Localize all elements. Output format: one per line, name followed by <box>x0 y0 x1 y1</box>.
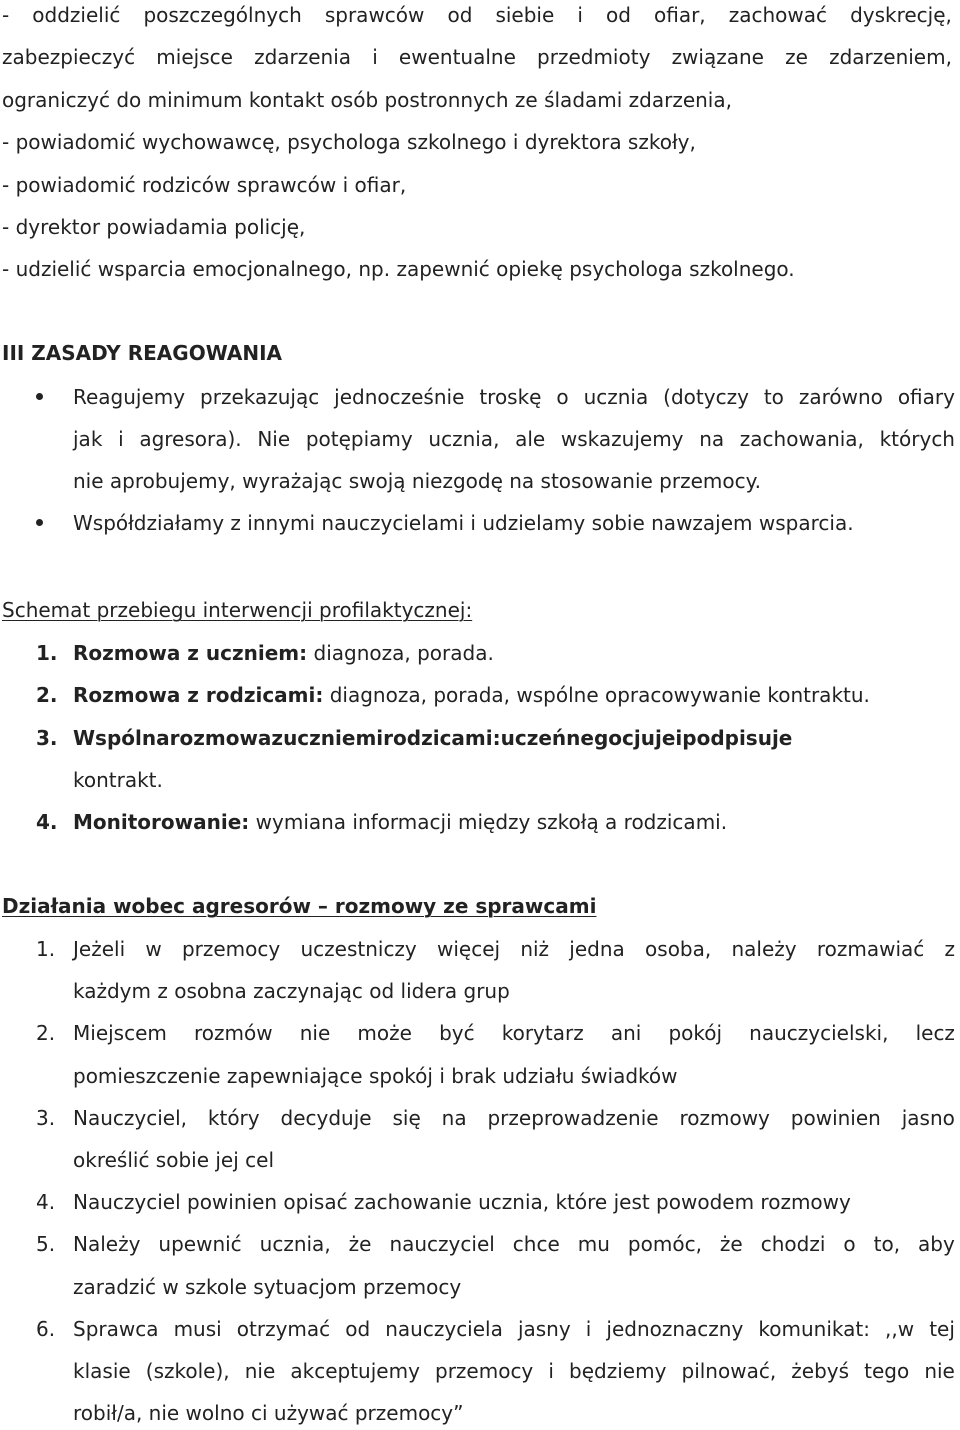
word: klasie <box>73 1359 131 1383</box>
word: lecz <box>915 1021 955 1046</box>
word: agresora). <box>139 427 242 451</box>
intro-line: ograniczyć do minimum kontakt osób postronnych ze śladami zdarzenia, <box>2 88 732 112</box>
dzialania-item-line <box>73 1105 955 1131</box>
word: na <box>441 1105 467 1130</box>
word: na <box>699 427 725 451</box>
word: Reagujemy <box>73 385 186 409</box>
schemat-item-desc: wymiana informacji między szkołą a rodzicami. <box>249 810 728 834</box>
schemat-item <box>73 809 727 835</box>
word: rozmów <box>194 1021 273 1046</box>
word: aby <box>918 1232 955 1257</box>
word: i <box>585 1316 592 1341</box>
word: nauczyciel <box>389 1232 495 1257</box>
word: troskę <box>479 385 542 409</box>
word: przekazując <box>200 385 320 409</box>
word: i <box>675 726 683 750</box>
word: i <box>577 3 583 27</box>
word: jednoznaczny <box>606 1316 744 1341</box>
section-heading: III ZASADY REAGOWANIA <box>2 341 282 365</box>
word: rozmawiać <box>816 937 925 961</box>
dzialania-item-line <box>73 1231 955 1257</box>
word: który <box>207 1105 260 1130</box>
word: więcej <box>437 937 501 961</box>
word: ,,w <box>885 1316 915 1341</box>
word: przemocy <box>435 1359 534 1383</box>
word: jedna <box>569 937 625 961</box>
schemat-item-number: 4. <box>36 810 58 834</box>
word: że <box>348 1232 372 1257</box>
word: przeprowadzenie <box>487 1105 659 1130</box>
word: Wspólna <box>73 726 170 750</box>
dzialania-item-number: 6. <box>36 1316 56 1341</box>
word: zachowania, <box>739 427 864 451</box>
schemat-item <box>73 640 494 666</box>
word: zdarzeniem, <box>829 45 952 69</box>
word: z <box>944 937 955 961</box>
word: (szkole), <box>145 1359 230 1383</box>
word: ale <box>515 427 546 451</box>
word: przedmioty <box>537 45 651 69</box>
word: tej <box>929 1316 955 1341</box>
schemat-item-title: Monitorowanie: <box>73 810 250 834</box>
word: zabezpieczyć <box>2 45 136 69</box>
intro-line <box>2 2 952 28</box>
schemat-item-number: 3. <box>36 726 58 750</box>
word: Należy <box>73 1232 141 1257</box>
word: mu <box>577 1232 610 1257</box>
word: od <box>345 1316 371 1341</box>
intro-line: - udzielić wsparcia emocjonalnego, np. zapewnić opiekę psychologa szkolnego. <box>2 257 795 281</box>
dzialania-item-line <box>73 1358 955 1384</box>
word: jednocześnie <box>334 385 465 409</box>
word: Nie <box>257 427 291 451</box>
word: należy <box>731 937 797 961</box>
word: będziemy <box>569 1359 667 1383</box>
word: tego <box>864 1359 910 1383</box>
intro-line: - powiadomić rodziców sprawców i ofiar, <box>2 173 407 197</box>
word: ofiary <box>897 385 955 409</box>
word: i <box>376 726 384 750</box>
word: ze <box>785 45 808 69</box>
word: uczestniczy <box>300 937 417 961</box>
word: - <box>2 3 10 27</box>
word: ucznia, <box>428 427 500 451</box>
intro-line <box>2 44 952 70</box>
word: Miejscem <box>73 1021 167 1046</box>
dzialania-item-line: pomieszczenie zapewniające spokój i brak udziału świadków <box>73 1063 678 1088</box>
word: upewnić <box>158 1232 242 1257</box>
intro-line: - dyrektor powiadamia policję, <box>2 215 306 239</box>
word: ani <box>610 1021 642 1046</box>
schemat-item-desc: diagnoza, porada, wspólne opracowywanie kontraktu. <box>323 683 870 707</box>
word: zarówno <box>798 385 883 409</box>
word: Jeżeli <box>73 937 126 961</box>
word: Sprawca <box>73 1316 159 1341</box>
word: otrzymać <box>236 1316 331 1341</box>
word: to, <box>873 1232 901 1257</box>
word: być <box>439 1021 475 1046</box>
bullet-icon <box>36 519 43 526</box>
dzialania-item-number: 5. <box>36 1232 56 1257</box>
word: wskazujemy <box>560 427 684 451</box>
word: chce <box>512 1232 560 1257</box>
schemat-item-title <box>73 725 792 751</box>
word: uczniem <box>283 726 377 750</box>
word: nie <box>244 1359 276 1383</box>
bullet-text-line <box>73 426 955 452</box>
word: że <box>719 1232 743 1257</box>
dzialania-item-line: Nauczyciel powinien opisać zachowanie ucznia, które jest powodem rozmowy <box>73 1190 851 1215</box>
word: powinien <box>790 1105 881 1130</box>
word: rodzicami: <box>383 726 501 750</box>
word: dyskrecję, <box>850 3 952 27</box>
dzialania-heading: Działania wobec agresorów – rozmowy ze sprawcami <box>2 894 597 918</box>
word: podpisuje <box>682 726 793 750</box>
dzialania-item-line: robił/a, nie wolno ci używać przemocy” <box>73 1401 464 1426</box>
schemat-item-desc: diagnoza, porada. <box>307 641 494 665</box>
word: jasny <box>517 1316 571 1341</box>
dzialania-item-line: określić sobie jej cel <box>73 1148 274 1172</box>
schemat-heading: Schemat przebiegu interwencji profilaktycznej: <box>2 598 473 622</box>
word: od <box>605 3 631 27</box>
dzialania-item-number: 2. <box>36 1021 56 1046</box>
word: związane <box>671 45 764 69</box>
word: siebie <box>495 3 555 27</box>
schemat-item-title: Rozmowa z rodzicami: <box>73 683 324 707</box>
word: przemocy <box>181 937 281 961</box>
word: żebyś <box>791 1359 850 1383</box>
word: rozmowy <box>679 1105 770 1130</box>
word: pokój <box>668 1021 723 1046</box>
word: ucznia, <box>259 1232 331 1257</box>
bullet-text-line <box>73 384 955 410</box>
schemat-item <box>73 682 870 708</box>
word: ucznia <box>583 385 649 409</box>
word: Nauczyciel, <box>73 1105 187 1130</box>
word: może <box>357 1021 412 1046</box>
schemat-item-number: 2. <box>36 683 58 707</box>
word: i <box>118 427 124 451</box>
word: ofiar, <box>653 3 706 27</box>
dzialania-item-number: 1. <box>36 937 56 961</box>
word: niż <box>520 937 550 961</box>
dzialania-item-line <box>73 1020 955 1046</box>
word: zachować <box>728 3 827 27</box>
word: w <box>145 937 162 961</box>
word: z <box>271 726 284 750</box>
bullet-icon <box>36 393 43 400</box>
word: chodzi <box>760 1232 826 1257</box>
dzialania-item-number: 4. <box>36 1190 56 1215</box>
word: uczeń <box>500 726 567 750</box>
word: się <box>392 1105 421 1130</box>
word: nie <box>924 1359 955 1383</box>
word: komunikat: <box>758 1316 870 1341</box>
bullet-text-line: nie aprobujemy, wyrażając swoją niezgodę na stosowanie przemocy. <box>73 469 761 493</box>
word: decyduje <box>280 1105 372 1130</box>
dzialania-item-line: zaradzić w szkole sytuacjom przemocy <box>73 1274 462 1299</box>
word: pomóc, <box>627 1232 702 1257</box>
word: osoba, <box>645 937 712 961</box>
schemat-item-title: Rozmowa z uczniem: <box>73 641 308 665</box>
dzialania-item-line <box>73 1316 955 1342</box>
schemat-item-cont: kontrakt. <box>73 768 163 792</box>
word: poszczególnych <box>143 3 302 27</box>
word: oddzielić <box>32 3 121 27</box>
word: pilnować, <box>681 1359 777 1383</box>
word: i <box>548 1359 554 1383</box>
word: akceptujemy <box>290 1359 420 1383</box>
word: sprawców <box>324 3 425 27</box>
word: nauczyciela <box>385 1316 503 1341</box>
dzialania-item-line <box>73 936 955 962</box>
word: zdarzenia <box>254 45 352 69</box>
word: rozmowa <box>169 726 272 750</box>
bullet-text-line: Współdziałamy z innymi nauczycielami i udzielamy sobie nawzajem wsparcia. <box>73 511 854 535</box>
word: (dotyczy <box>663 385 749 409</box>
dzialania-item-line: każdym z osobna zaczynając od lidera grup <box>73 979 510 1004</box>
word: korytarz <box>501 1021 584 1046</box>
word: ewentualne <box>398 45 516 69</box>
word: to <box>763 385 784 409</box>
word: jasno <box>901 1105 955 1130</box>
word: od <box>447 3 473 27</box>
word: musi <box>173 1316 222 1341</box>
schemat-item <box>73 725 955 751</box>
word: nie <box>299 1021 331 1046</box>
schemat-item-number: 1. <box>36 641 58 665</box>
word: i <box>372 45 378 69</box>
word: których <box>879 427 955 451</box>
dzialania-item-number: 3. <box>36 1105 56 1130</box>
word: nauczycielski, <box>749 1021 889 1046</box>
word: o <box>556 385 569 409</box>
word: negocjuje <box>566 726 676 750</box>
intro-line: - powiadomić wychowawcę, psychologa szkolnego i dyrektora szkoły, <box>2 130 696 154</box>
word: o <box>843 1232 856 1257</box>
word: potępiamy <box>305 427 413 451</box>
word: miejsce <box>156 45 233 69</box>
word: jak <box>73 427 103 451</box>
